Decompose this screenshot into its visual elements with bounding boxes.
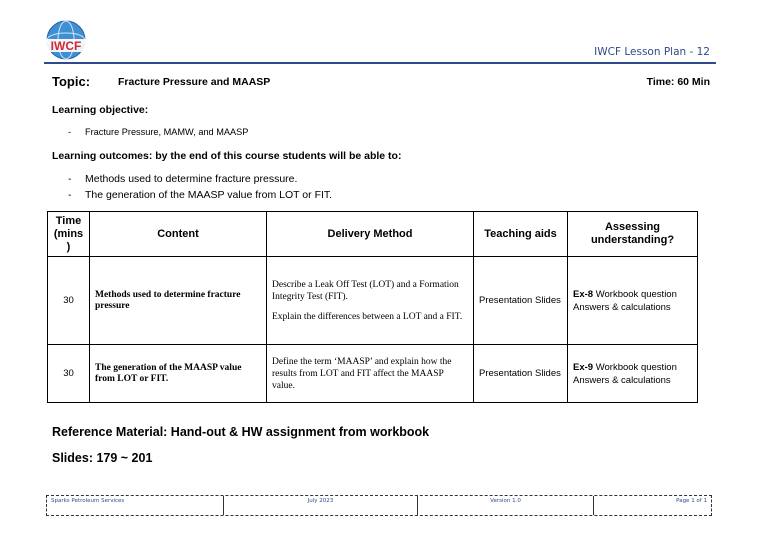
col-header-assess: Assessing understanding? (568, 212, 698, 257)
header-divider (44, 62, 716, 64)
topic-label: Topic: (52, 74, 91, 89)
slides-range: Slides: 179 ~ 201 (52, 451, 153, 465)
row-content: Methods used to determine fracture pressure (90, 257, 267, 345)
footer-version: Version 1.0 (417, 496, 593, 515)
row-delivery: Define the term ‘MAASP’ and explain how the results from LOT and FIT affect the MAASP value. (267, 345, 474, 403)
page-footer (46, 495, 712, 516)
table-row (48, 345, 698, 403)
footer-page-number: Page 1 of 1 (593, 496, 711, 515)
lesson-plan-title: IWCF Lesson Plan - 12 (594, 46, 710, 58)
topic-row (52, 74, 710, 92)
col-header-delivery: Delivery Method (267, 212, 474, 257)
table-header-row (48, 212, 698, 257)
col-header-time: Time (mins ) (48, 212, 90, 257)
topic-value: Fracture Pressure and MAASP (118, 76, 271, 88)
col-header-content: Content (90, 212, 267, 257)
svg-text:IWCF: IWCF (50, 39, 82, 53)
learning-outcomes-heading: Learning outcomes: by the end of this course students will be able to: (52, 150, 402, 162)
time-value: Time: 60 Min (646, 76, 710, 88)
learning-objective-heading: Learning objective: (52, 104, 149, 116)
learning-objective-item: - Fracture Pressure, MAMW, and MAASP (68, 127, 249, 137)
footer-date: July 2023 (223, 496, 417, 515)
row-time: 30 (48, 257, 90, 345)
reference-material: Reference Material: Hand-out & HW assignment from workbook (52, 425, 430, 439)
lesson-plan-table (47, 211, 698, 403)
row-delivery: Describe a Leak Off Test (LOT) and a Formation Integrity Test (FIT). Explain the differences between a LOT and a FIT. (267, 257, 474, 345)
learning-outcome-item: - The generation of the MAASP value from LOT or FIT. (68, 189, 333, 201)
table-row (48, 257, 698, 345)
row-teaching-aids: Presentation Slides (474, 345, 568, 403)
row-time: 30 (48, 345, 90, 403)
iwcf-logo (42, 18, 90, 62)
learning-outcome-item: - Methods used to determine fracture pressure. (68, 173, 298, 185)
row-assessment: Ex-8 Workbook question Answers & calculations (568, 257, 698, 345)
row-content: The generation of the MAASP value from LOT or FIT. (90, 345, 267, 403)
footer-company: Sparks Petroleum Services (51, 498, 125, 504)
row-assessment: Ex-9 Workbook question Answers & calculations (568, 345, 698, 403)
col-header-aids: Teaching aids (474, 212, 568, 257)
row-teaching-aids: Presentation Slides (474, 257, 568, 345)
